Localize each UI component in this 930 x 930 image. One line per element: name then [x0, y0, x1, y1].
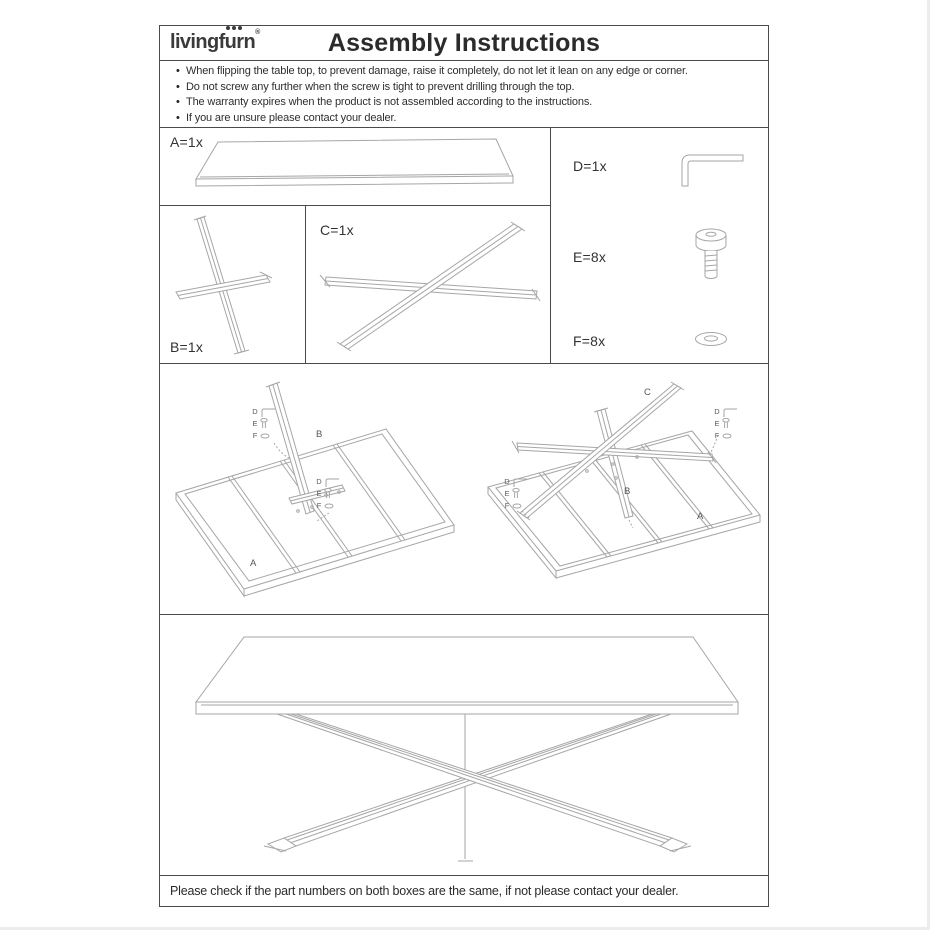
footer-box: [159, 875, 769, 907]
part-d-label: D=1x: [573, 158, 607, 174]
bolt-icon: [722, 418, 730, 429]
footer-note: Please check if the part numbers on both boxes are the same, if not please contact your dealer.: [170, 884, 679, 898]
diagram-label-b: B: [624, 486, 631, 497]
part-e-label: E=8x: [573, 249, 607, 265]
callout-row-e: [316, 488, 341, 499]
callout-letter-f: F: [316, 501, 322, 510]
callout-letter-e: E: [316, 489, 322, 498]
logo-text: livingfurn: [170, 31, 256, 53]
fastener-callout: [714, 406, 739, 441]
callout-letter-d: D: [316, 477, 322, 486]
callout-letter-f: F: [714, 431, 720, 440]
registered-mark: ®: [255, 29, 260, 36]
fastener-callout: [316, 476, 341, 511]
washer-icon: [693, 331, 729, 347]
washer-icon: [260, 433, 270, 439]
allen-key-icon: [722, 407, 739, 417]
allen-key-icon: [677, 150, 749, 188]
assembled-table-box: [159, 614, 769, 876]
part-b-label: B=1x: [170, 339, 204, 355]
callout-letter-d: D: [252, 407, 258, 416]
callout-row-f: [504, 500, 529, 511]
washer-icon: [324, 503, 334, 509]
diagram-label-a: A: [697, 511, 704, 522]
brand-logo: [170, 31, 260, 54]
part-a-label: A=1x: [170, 134, 204, 150]
part-c-panel: [305, 205, 551, 364]
part-f-label: F=8x: [573, 333, 606, 349]
callout-letter-d: D: [714, 407, 720, 416]
warning-item: • Do not screw any further when the screw is tight to prevent drilling through the top.: [176, 80, 760, 96]
warning-item: • If you are unsure please contact your dealer.: [176, 111, 760, 127]
assembly-step-1-drawing: [162, 365, 462, 613]
callout-row-f: [316, 500, 341, 511]
bolt-icon: [692, 226, 730, 284]
callout-row-d: [714, 406, 739, 417]
allen-key-icon: [260, 407, 277, 417]
part-c-label: C=1x: [320, 222, 354, 238]
callout-row-e: [252, 418, 277, 429]
warnings-box: [159, 60, 769, 128]
bolt-icon: [260, 418, 268, 429]
callout-row-f: [252, 430, 277, 441]
diagram-label-b: B: [316, 429, 323, 440]
callout-row-d: [504, 476, 529, 487]
allen-key-icon: [324, 477, 341, 487]
logo-dots-icon: [226, 26, 242, 30]
callout-row-d: [316, 476, 341, 487]
assembly-steps-box: [159, 363, 769, 615]
callout-letter-f: F: [504, 501, 510, 510]
callout-letter-d: D: [504, 477, 510, 486]
allen-key-icon: [512, 477, 529, 487]
fastener-callout: [252, 406, 277, 441]
warning-item: • The warranty expires when the product is not assembled according to the instructions.: [176, 95, 760, 111]
table-top-drawing: [160, 128, 549, 204]
callout-row-e: [504, 488, 529, 499]
x-frame-drawing: [306, 206, 549, 362]
part-a-panel: [159, 127, 551, 206]
callout-letter-e: E: [252, 419, 258, 428]
bolt-icon: [512, 488, 520, 499]
callout-row-f: [714, 430, 739, 441]
diagram-label-a: A: [250, 558, 257, 569]
washer-icon: [722, 433, 732, 439]
callout-row-e: [714, 418, 739, 429]
callout-row-d: [252, 406, 277, 417]
warning-item: • When flipping the table top, to prevent damage, raise it completely, do not let it lean on any edge or corner.: [176, 64, 760, 80]
page-title: Assembly Instructions: [327, 28, 601, 57]
assembled-table-drawing: [160, 615, 767, 874]
fastener-callout: [504, 476, 529, 511]
part-b-panel: [159, 205, 306, 364]
bolt-icon: [324, 488, 332, 499]
diagram-label-c: C: [644, 387, 651, 398]
washer-icon: [512, 503, 522, 509]
header: [159, 25, 769, 61]
callout-letter-e: E: [504, 489, 510, 498]
hardware-panel: [550, 127, 769, 364]
callout-letter-f: F: [252, 431, 258, 440]
callout-letter-e: E: [714, 419, 720, 428]
leg-b-drawing: [160, 206, 304, 362]
